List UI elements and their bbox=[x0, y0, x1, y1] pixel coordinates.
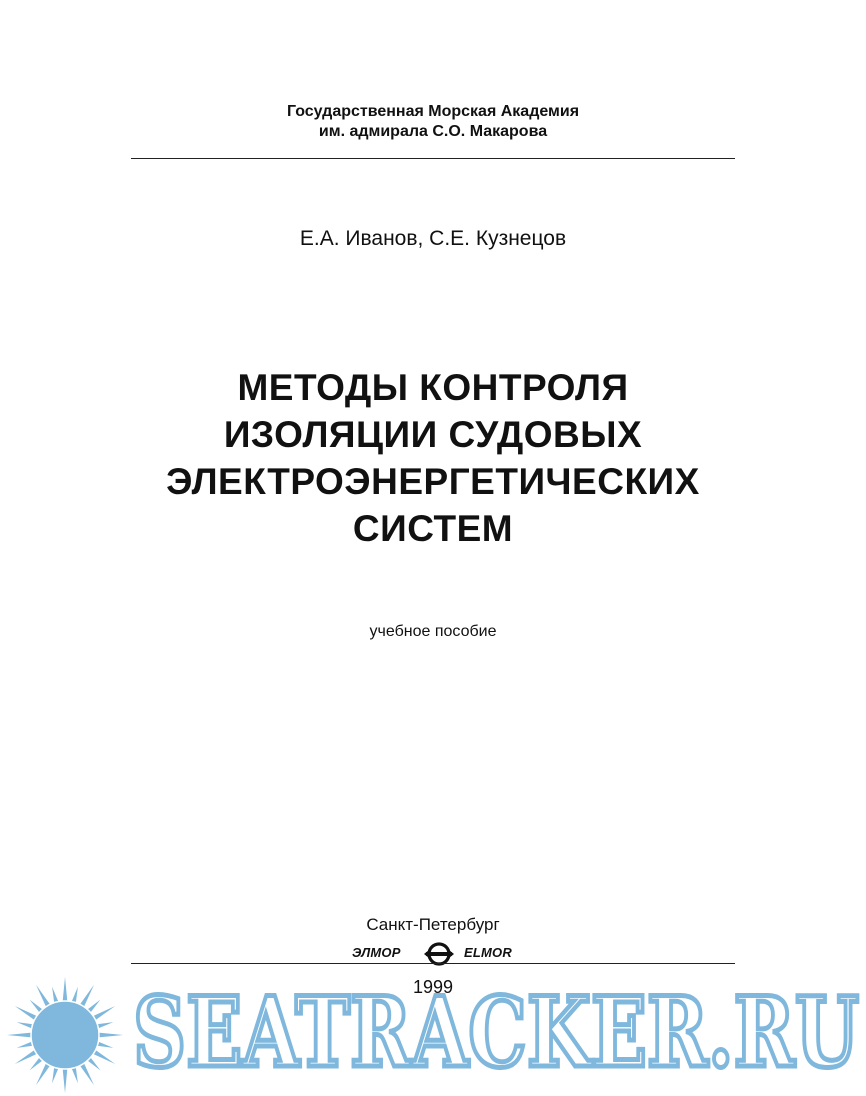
watermark-text bbox=[131, 980, 861, 1080]
institution-line-1: Государственная Морская Академия bbox=[286, 103, 580, 120]
title-line-3: ЭЛЕКТРОЭНЕРГЕТИЧЕСКИХ bbox=[166, 461, 700, 502]
book-title bbox=[0, 364, 866, 552]
top-divider bbox=[131, 158, 735, 159]
institution-line-2: им. адмирала С.О. Макарова bbox=[318, 123, 548, 140]
authors: Е.А. Иванов, С.Е. Кузнецов bbox=[299, 227, 567, 250]
sun-logo-icon bbox=[6, 976, 124, 1094]
publication-year: 1999 bbox=[412, 977, 454, 997]
watermark bbox=[0, 968, 866, 1096]
watermark-label: SEATRACKER.RU bbox=[133, 980, 859, 1080]
publisher-name-ru: ЭЛМОР bbox=[352, 945, 401, 960]
book-type: учебное пособие bbox=[369, 623, 497, 640]
institution-name bbox=[0, 102, 866, 142]
publication-city: Санкт-Петербург bbox=[366, 915, 500, 934]
publisher-name-en: ELMOR bbox=[464, 945, 512, 960]
title-line-1: МЕТОДЫ КОНТРОЛЯ bbox=[237, 367, 629, 408]
title-line-2: ИЗОЛЯЦИИ СУДОВЫХ bbox=[223, 414, 643, 455]
bottom-divider bbox=[131, 963, 735, 964]
title-line-4: СИСТЕМ bbox=[352, 508, 514, 549]
